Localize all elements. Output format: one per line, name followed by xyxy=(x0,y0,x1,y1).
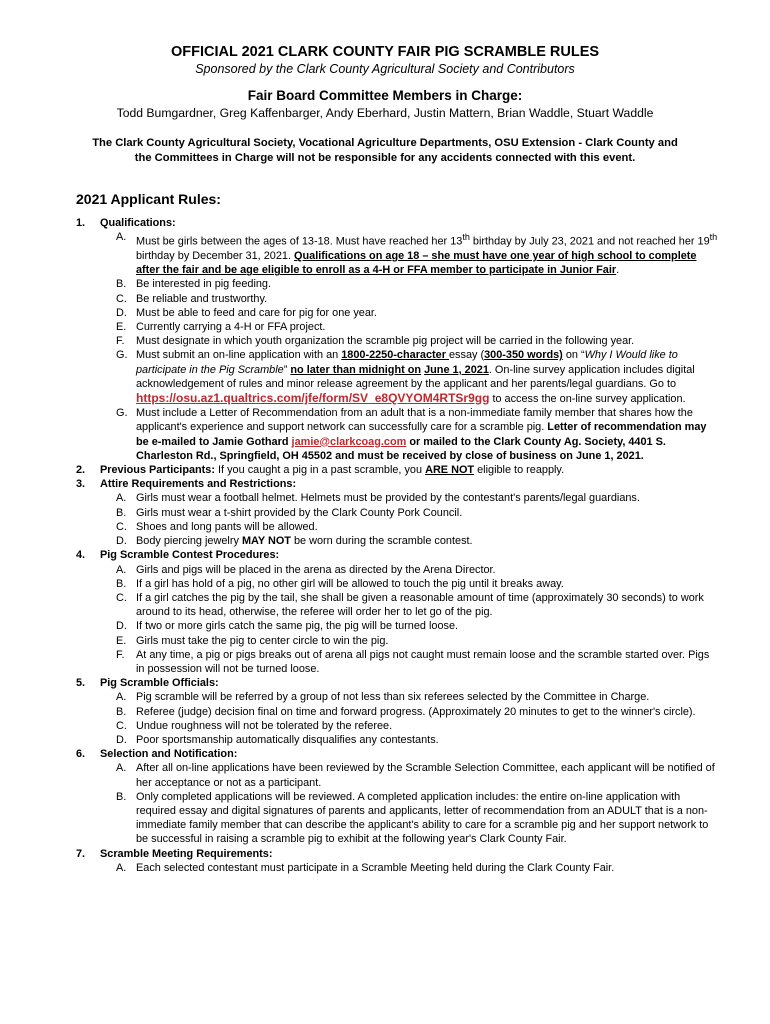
sub-letter: A. xyxy=(116,563,127,576)
rules-heading: 2021 Applicant Rules: xyxy=(76,191,221,207)
sub-letter: B. xyxy=(116,705,127,718)
sub-item xyxy=(100,761,718,789)
rule-title: Qualifications: xyxy=(100,217,176,229)
rule-title: Previous Participants: xyxy=(100,464,215,477)
rule-title: Scramble Meeting Requirements: xyxy=(100,847,273,860)
sub-item xyxy=(100,520,718,534)
text-bold: Letter of recommendation may be e-mailed to Jamie Gothard xyxy=(136,421,707,448)
sub-text: If a girl has hold of a pig, no other girl will be allowed to touch the pig until it breaks away. xyxy=(136,577,564,590)
sub-text: Poor sportsmanship automatically disqualifies any contestants. xyxy=(136,733,439,746)
sub-text: Undue roughness will not be tolerated by the referee. xyxy=(136,719,393,732)
sub-letter: A. xyxy=(116,861,127,874)
rule-attire xyxy=(52,477,718,548)
word-count: 300-350 words) xyxy=(484,349,563,362)
sub-letter: C. xyxy=(116,719,127,732)
character-count: 1800-2250-character xyxy=(341,349,449,362)
rule-number: 4. xyxy=(76,549,86,562)
rule-contest-procedures xyxy=(52,548,718,676)
disclaimer-line-1: The Clark County Agricultural Society, Vocational Agriculture Departments, OSU Extension - Clark County and xyxy=(92,137,678,149)
sub-letter: C. xyxy=(116,591,127,604)
text: ” xyxy=(283,363,291,376)
sub-text: Girls and pigs will be placed in the arena as directed by the Arena Director. xyxy=(136,563,496,576)
sub-item xyxy=(100,277,718,291)
text: birthday by July 23, 2021 and not reached her 19 xyxy=(469,235,710,248)
rule-number: 1. xyxy=(76,217,86,229)
sub-item xyxy=(100,292,718,306)
sub-item xyxy=(100,506,718,520)
text: to access the on-line survey application. xyxy=(489,393,686,406)
rule-number: 3. xyxy=(76,478,86,491)
sub-text: Must be able to feed and care for pig for one year. xyxy=(136,306,377,319)
sub-item xyxy=(100,690,718,704)
sub-letter: D. xyxy=(116,306,127,319)
sub-letter: A. xyxy=(116,492,127,505)
rule-title: Pig Scramble Contest Procedures: xyxy=(100,549,280,562)
survey-link[interactable]: https://osu.az1.qualtrics.com/jfe/form/SV_e8QVYOM4RTSr9gg xyxy=(136,391,490,406)
sub-letter: D. xyxy=(116,733,127,746)
sub-item xyxy=(100,320,718,334)
sub-text: At any time, a pig or pigs breaks out of arena all pigs not caught must remain loose and the scramble started over. Pigs in possession will not be turned loose. xyxy=(136,648,710,675)
rule-title: Pig Scramble Officials: xyxy=(100,677,219,690)
sub-item xyxy=(100,733,718,747)
board-heading: Fair Board Committee Members in Charge: xyxy=(247,88,523,103)
sub-text: Be interested in pig feeding. xyxy=(136,278,272,291)
sub-letter: G. xyxy=(116,407,128,420)
sub-text: Girls must take the pig to center circle to win the pig. xyxy=(136,634,389,647)
sub-letter: A. xyxy=(116,762,127,775)
rule-previous-participants xyxy=(52,463,718,477)
text: eligible to reapply. xyxy=(474,464,565,477)
sub-item xyxy=(100,619,718,633)
rule-qualifications xyxy=(52,216,718,463)
sub-item xyxy=(100,563,718,577)
sub-item-online-application xyxy=(100,348,718,406)
text-bold: or mailed to the Clark County Ag. Society, 4401 S. Charleston Rd., Springfield, OH 45502 and must be received by close of business on June 1, 2021. xyxy=(136,435,666,462)
rule-officials xyxy=(52,676,718,747)
sub-item xyxy=(100,634,718,648)
age-qualification-note: Qualifications on age 18 – she must have one year of high school to complete after the fair and be age eligible to enroll as a 4-H or FFA member to participate in Junior Fair xyxy=(136,250,697,277)
rules-list xyxy=(52,216,718,875)
sub-item xyxy=(100,861,718,875)
document-subtitle: Sponsored by the Clark County Agricultural Society and Contributors xyxy=(195,62,575,76)
text: . On-line survey application includes digital acknowledgement of rules and minor release agreement by the applicant and her parents/legal guardians. Go to xyxy=(136,363,695,390)
text: birthday by December 31, 2021. xyxy=(136,250,295,263)
sub-text: Referee (judge) decision final on time and forward progress. (Approximately 20 minutes to get to the winner's circle). xyxy=(136,705,696,718)
sub-letter: A. xyxy=(116,231,127,244)
sub-item xyxy=(100,648,718,676)
sub-letter: C. xyxy=(116,520,127,533)
text: on “ xyxy=(562,349,585,362)
sub-item xyxy=(100,790,718,847)
sub-text: Must designate in which youth organization the scramble pig project will be carried in the following year. xyxy=(136,335,635,348)
sub-text: Be reliable and trustworthy. xyxy=(136,292,268,305)
text: . xyxy=(616,264,620,277)
sub-text: Each selected contestant must participate in a Scramble Meeting held during the Clark County Fair. xyxy=(136,861,615,874)
sub-list xyxy=(100,491,718,548)
sub-item xyxy=(100,306,718,320)
sub-text: Pig scramble will be referred by a group of not less than six referees selected by the Committee in Charge. xyxy=(136,691,650,704)
sub-list xyxy=(100,230,718,463)
text: be worn during the scramble contest. xyxy=(290,535,473,548)
sub-text: After all on-line applications have been reviewed by the Scramble Selection Committee, each applicant will be notified of her acceptance or not as a participant. xyxy=(136,762,715,789)
sub-letter: B. xyxy=(116,278,127,291)
rule-number: 6. xyxy=(76,748,86,761)
text: Must submit an on-line application with an xyxy=(136,349,342,362)
sub-text: Girls must wear a football helmet. Helmets must be provided by the contestant's parents/legal guardians. xyxy=(136,492,640,505)
text-bold-underline: ARE NOT xyxy=(425,464,475,477)
sub-text: If two or more girls catch the same pig, the pig will be turned loose. xyxy=(136,620,459,633)
sub-item xyxy=(100,577,718,591)
text-bold: MAY NOT xyxy=(241,535,291,548)
rule-selection-notification xyxy=(52,747,718,846)
rule-number: 2. xyxy=(76,464,86,477)
sub-item xyxy=(100,534,718,548)
sub-item xyxy=(100,334,718,348)
sub-list xyxy=(100,861,718,875)
sub-letter: E. xyxy=(116,321,127,334)
sub-item xyxy=(100,719,718,733)
rule-title: Attire Requirements and Restrictions: xyxy=(100,478,297,491)
sub-text: Only completed applications will be reviewed. A completed application includes: the entire on-line application with required essay and digital signatures of parents and applicants, letter of recommendation from an ADULT that is a non-immediate family member that can describe the applicant's ability to care for a scramble pig and her support network to be successful in raising a scramble pig to exhibit at the following year's Clark County Fair. xyxy=(136,790,709,846)
sub-list xyxy=(100,761,718,846)
sub-text: Currently carrying a 4-H or FFA project. xyxy=(136,321,326,334)
sub-letter: B. xyxy=(116,577,127,590)
liability-disclaimer xyxy=(52,136,718,166)
essay-topic: Why I Would like to participate in the Pig Scramble xyxy=(136,349,678,376)
sub-list xyxy=(100,563,718,677)
sub-item xyxy=(100,591,718,619)
board-members: Todd Bumgardner, Greg Kaffenbarger, Andy Eberhard, Justin Mattern, Brian Waddle, Stuart Waddle xyxy=(116,106,654,120)
sub-item xyxy=(100,705,718,719)
rule-meeting-requirements xyxy=(52,847,718,875)
text: If you caught a pig in a past scramble, you xyxy=(215,464,426,477)
sub-letter: B. xyxy=(116,506,127,519)
sub-letter: D. xyxy=(116,620,127,633)
superscript: th xyxy=(462,232,470,243)
sub-letter: B. xyxy=(116,790,127,803)
text: Body piercing jewelry xyxy=(136,535,242,548)
text: essay ( xyxy=(449,349,485,362)
rule-number: 5. xyxy=(76,677,86,690)
sub-letter: F. xyxy=(116,648,125,661)
sub-item-age xyxy=(100,230,718,277)
sub-letter: C. xyxy=(116,292,127,305)
rule-title: Selection and Notification: xyxy=(100,748,238,761)
rule-number: 7. xyxy=(76,847,86,860)
sub-letter: G. xyxy=(116,349,128,362)
sub-list xyxy=(100,690,718,747)
sub-letter: F. xyxy=(116,335,125,348)
sub-letter: A. xyxy=(116,691,127,704)
text: Must be girls between the ages of 13-18. Must have reached her 13 xyxy=(136,235,463,248)
sub-item-recommendation xyxy=(100,406,718,463)
disclaimer-line-2: the Committees in Charge will not be responsible for any accidents connected with this event. xyxy=(134,152,636,164)
sub-text: If a girl catches the pig by the tail, she shall be given a reasonable amount of time (approximately 30 seconds) to work around to its head, otherwise, the referee will order her to let go of the pig. xyxy=(136,591,704,619)
deadline-text: no later than midnight on xyxy=(290,363,422,376)
document-title: OFFICIAL 2021 CLARK COUNTY FAIR PIG SCRAMBLE RULES xyxy=(170,44,600,60)
sub-item xyxy=(100,491,718,505)
sub-letter: D. xyxy=(116,535,127,548)
text: Must include a Letter of Recommendation from an adult that is a non-immediate family member that shares how the applicant's experience and support network can successfully care for a scramble pig. xyxy=(136,407,693,434)
email-link[interactable]: jamie@clarkcoag.com xyxy=(291,435,407,448)
deadline-date: June 1, 2021 xyxy=(424,363,489,376)
superscript: th xyxy=(709,232,718,243)
sub-text: Shoes and long pants will be allowed. xyxy=(136,520,318,533)
sub-text: Girls must wear a t-shirt provided by the Clark County Pork Council. xyxy=(136,506,463,519)
sub-letter: E. xyxy=(116,634,127,647)
